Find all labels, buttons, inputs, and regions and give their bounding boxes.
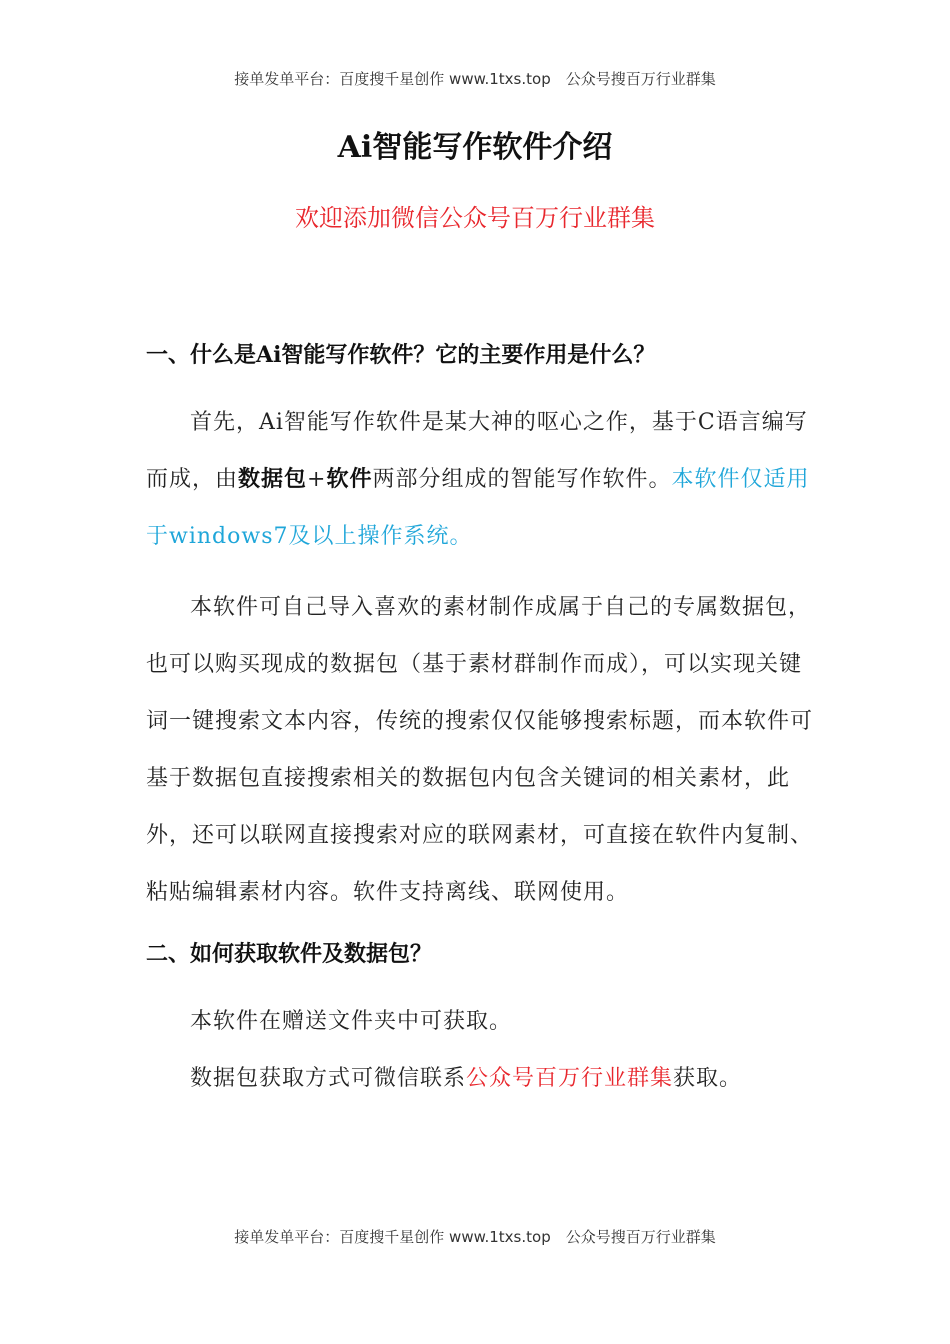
section-2-heading: 二、如何获取软件及数据包？	[146, 941, 433, 967]
section-2-paragraph-2	[146, 1050, 816, 1107]
document-title: Ai智能写作软件介绍	[337, 130, 613, 165]
software-term: 软件	[326, 466, 373, 492]
intro-text-end: 两部分组成的智能写作软件。	[372, 467, 672, 492]
contact-text-end: 获取。	[673, 1066, 743, 1091]
os-requirement-note: 本软件仅适用于windows7及以上操作系统。	[146, 467, 810, 549]
page-header: 接单发单平台：百度搜千星创作 www.1txs.top 公众号搜百万行业群集	[234, 70, 716, 88]
section-1-paragraph-2: 本软件可自己导入喜欢的素材制作成属于自己的专属数据包，也可以购买现成的数据包（基于素材群制作而成），可以实现关键词一键搜索文本内容，传统的搜索仅仅能够搜索标题，而本软件可基于数据包直接搜索相关的数据包内包含关键词的相关素材，此外，还可以联网直接搜索对应的联网素材，可直接在软件内复制、粘贴编辑素材内容。软件支持离线、联网使用。	[146, 595, 814, 905]
plus-sign: +	[307, 467, 327, 492]
data-package-term: 数据包	[238, 466, 308, 492]
section-1-heading: 一、什么是Ai智能写作软件？它的主要作用是什么？	[146, 342, 656, 368]
section-2-paragraph-1: 本软件在赠送文件夹中可获取。	[190, 1009, 513, 1034]
section-1-paragraph-1	[146, 394, 816, 565]
document-body	[146, 336, 816, 1107]
document-subtitle: 欢迎添加微信公众号百万行业群集	[295, 204, 655, 232]
contact-text: 数据包获取方式可微信联系	[190, 1066, 467, 1091]
page-footer: 接单发单平台：百度搜千星创作 www.1txs.top 公众号搜百万行业群集	[234, 1228, 716, 1246]
wechat-account-name: 公众号百万行业群集	[466, 1066, 674, 1091]
intro-text: 首先，Ai智能写作软件是某大神的呕心之作，基于C语言编写而成，由	[146, 410, 808, 492]
